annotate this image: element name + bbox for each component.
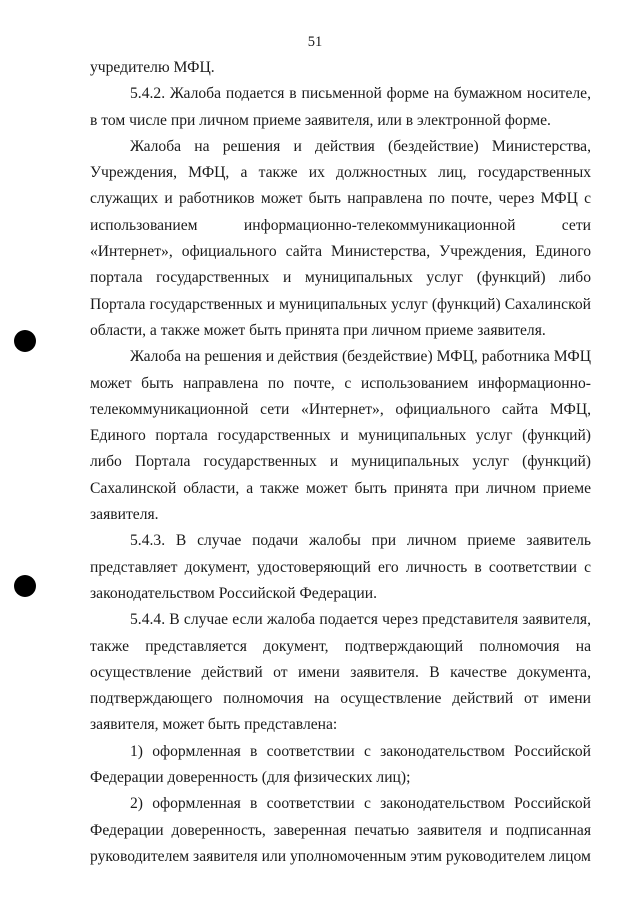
punch-hole-mark bbox=[14, 575, 36, 597]
paragraph: Жалоба на решения и действия (бездействие) МФЦ, работника МФЦ может быть направлена по почте, с использованием информационно-телекоммуникационной сети «Интернет», официального сайта МФЦ, Единого портала государственных и муниципальных услуг (функций) либо Портала государственных и муниципальных услуг (функций) Сахалинской области, а также может быть принята при личном приеме заявителя. bbox=[90, 348, 591, 524]
punch-hole-mark bbox=[14, 330, 36, 352]
paragraph: 5.4.2. Жалоба подается в письменной форме на бумажном носителе, в том числе при личном приеме заявителя, или в электронной форме. bbox=[90, 85, 591, 129]
paragraph: учредителю МФЦ. bbox=[90, 59, 215, 76]
page-number: 51 bbox=[307, 34, 323, 50]
list-item: 2) оформленная в соответствии с законодательством Российской Федерации доверенность, заверенная печатью заявителя и подписанная руководителем заявителя или уполномоченным этим руководителем лицом bbox=[90, 795, 591, 865]
list-item: 1) оформленная в соответствии с законодательством Российской Федерации доверенность (для физических лиц); bbox=[90, 742, 591, 787]
document-body bbox=[90, 55, 591, 870]
paragraph: 5.4.4. В случае если жалоба подается через представителя заявителя, также представляется документ, подтверждающий полномочия на осуществление действий от имени заявителя. В качестве документа, подтверждающего полномочия на осуществление действий от имени заявителя, может быть представлена: bbox=[90, 611, 591, 734]
paragraph: Жалоба на решения и действия (бездействие) Министерства, Учреждения, МФЦ, а также их должностных лиц, государственных служащих и работников может быть направлена по почте, через МФЦ с использованием информационно-телекоммуникационной сети «Интернет», официального сайта Министерства, Учреждения, Единого портала государственных и муниципальных услуг (функций) либо Портала государственных и муниципальных услуг (функций) Сахалинской области, а также может быть принята при личном приеме заявителя. bbox=[90, 137, 591, 339]
paragraph: 5.4.3. В случае подачи жалобы при личном приеме заявитель представляет документ, удостоверяющий его личность в соответствии с законодательством Российской Федерации. bbox=[90, 532, 591, 602]
